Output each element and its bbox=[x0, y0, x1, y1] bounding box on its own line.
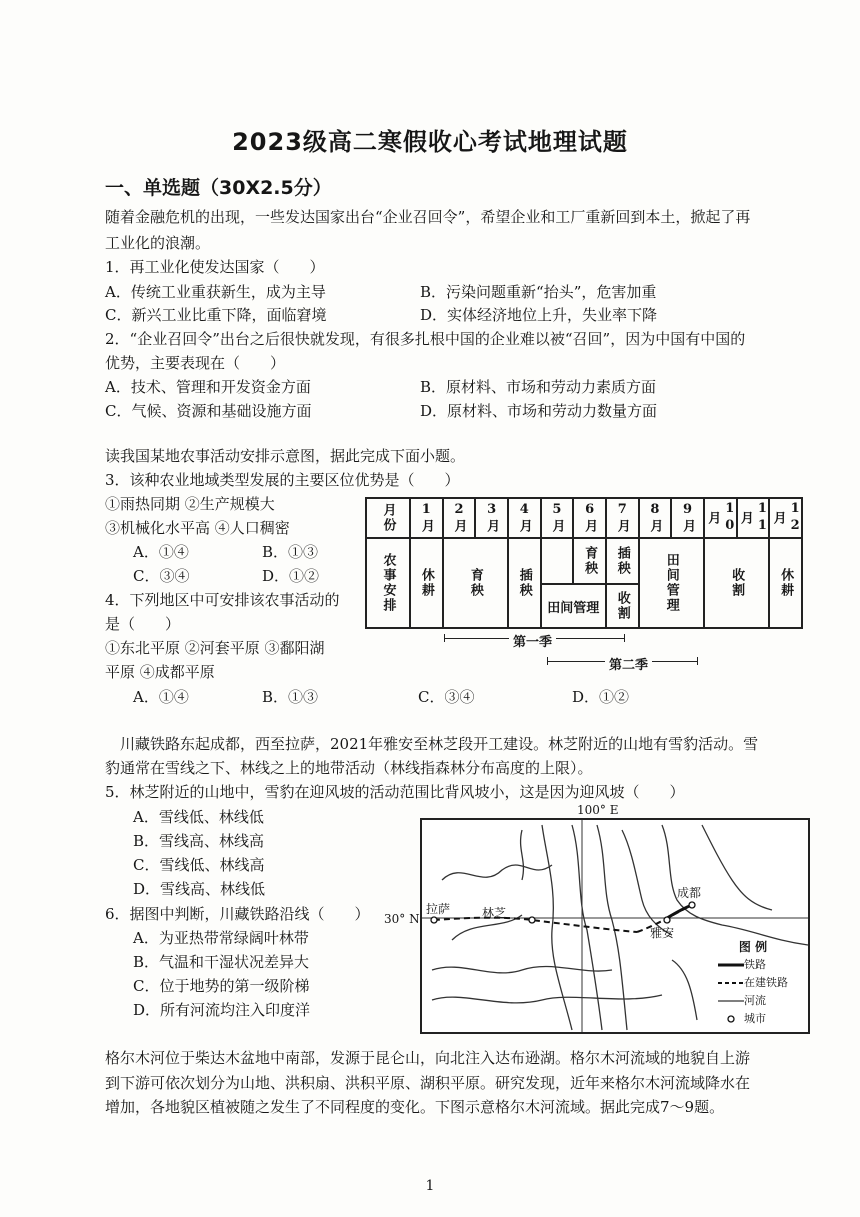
q1-option-d[interactable]: D．实体经济地位上升，失业率下降 bbox=[420, 306, 658, 324]
q4-choice-line1: ①东北平原 ②河套平原 ③鄱阳湖 bbox=[105, 639, 325, 657]
season1-label: 第一季 bbox=[509, 631, 556, 650]
legend-item-river bbox=[718, 992, 788, 1010]
q3-option-a[interactable]: A．①④ bbox=[133, 543, 189, 561]
river-line bbox=[432, 995, 662, 1003]
month-9: 9月 bbox=[671, 498, 704, 538]
season2-label: 第二季 bbox=[605, 654, 652, 673]
river-line bbox=[432, 966, 612, 972]
month-12: 12月 bbox=[769, 498, 802, 538]
q2-stem-line2: 优势，主要表现在（ ） bbox=[105, 354, 286, 372]
intro2: 读我国某地农事活动安排示意图，据此完成下面小题。 bbox=[105, 447, 466, 465]
month-4: 4月 bbox=[508, 498, 541, 538]
q3-choice-line2: ③机械化水平高 ④人口稠密 bbox=[105, 519, 290, 537]
intro1-line2: 工业化的浪潮。 bbox=[105, 234, 211, 252]
city-label-yaan: 雅安 bbox=[650, 926, 675, 940]
activity-harvest-1: 收割 bbox=[606, 584, 639, 628]
q1-option-a[interactable]: A．传统工业重获新生，成为主导 bbox=[105, 283, 326, 301]
farming-schedule-table bbox=[365, 497, 803, 629]
q6-stem: 6．据图中判断，川藏铁路沿线（ ） bbox=[105, 905, 370, 923]
q5-option-b[interactable]: B．雪线高、林线高 bbox=[133, 832, 265, 850]
q5-stem: 5．林芝附近的山地中，雪豹在迎风坡的活动范围比背风坡小，这是因为迎风坡（ ） bbox=[105, 783, 685, 801]
q2-option-a[interactable]: A．技术、管理和开发资金方面 bbox=[105, 378, 311, 396]
river-line bbox=[672, 960, 697, 1020]
q1-option-b[interactable]: B．污染问题重新“抬头”，危害加重 bbox=[420, 283, 657, 301]
legend-label-city: 城市 bbox=[744, 1012, 766, 1025]
q6-option-d[interactable]: D．所有河流均注入印度洋 bbox=[133, 1001, 311, 1019]
q2-option-d[interactable]: D．原材料、市场和劳动力数量方面 bbox=[420, 402, 658, 420]
section-heading: 一、单选题（30X2.5分） bbox=[105, 177, 332, 199]
page-number: 1 bbox=[425, 1178, 435, 1194]
activity-header-cell: 农事安排 bbox=[366, 538, 410, 628]
activity-rest-1: 休耕 bbox=[410, 538, 443, 628]
month-1: 1月 bbox=[410, 498, 443, 538]
river-line bbox=[442, 865, 552, 880]
city-marker-nyingchi bbox=[529, 917, 535, 923]
city-label-lhasa: 拉萨 bbox=[426, 902, 451, 916]
legend-label-river: 河流 bbox=[744, 994, 766, 1007]
q3-stem: 3．该种农业地域类型发展的主要区位优势是（ ） bbox=[105, 471, 460, 489]
city-label-chengdu: 成都 bbox=[677, 886, 702, 900]
q5-option-a[interactable]: A．雪线低、林线低 bbox=[133, 808, 264, 826]
q3-choice-line1: ①雨热同期 ②生产规模大 bbox=[105, 495, 275, 513]
legend-item-railway bbox=[718, 956, 788, 974]
intro4-line1: 格尔木河位于柴达木盆地中南部，发源于昆仑山，向北注入达布逊湖。格尔木河流域的地貌自上游 bbox=[105, 1049, 751, 1067]
river-line bbox=[521, 830, 524, 880]
city-marker-yaan bbox=[664, 917, 670, 923]
legend-item-railway-under-construction bbox=[718, 974, 788, 992]
q4-stem-line1: 4．下列地区中可安排该农事活动的 bbox=[105, 591, 340, 609]
q4-option-a[interactable]: A．①④ bbox=[133, 688, 189, 706]
q3-option-b[interactable]: B．①③ bbox=[262, 543, 319, 561]
q6-option-c[interactable]: C．位于地势的第一级阶梯 bbox=[133, 977, 310, 995]
activity-transplant-1: 插秧 bbox=[508, 538, 541, 628]
month-3: 3月 bbox=[475, 498, 508, 538]
legend-label-railway: 铁路 bbox=[744, 958, 766, 971]
map-longitude-label: 100° E bbox=[577, 803, 619, 817]
intro1-line1: 随着金融危机的出现，一些发达国家出台“企业召回令”，希望企业和工厂重新回到本土，掀起了再 bbox=[105, 208, 751, 226]
page-title: 2023级高二寒假收心考试地理试题 bbox=[232, 128, 628, 156]
legend-item-city bbox=[718, 1010, 788, 1028]
q4-option-b[interactable]: B．①③ bbox=[262, 688, 319, 706]
river-line bbox=[702, 825, 772, 910]
season2-bracket-end bbox=[697, 657, 698, 665]
month-2: 2月 bbox=[443, 498, 476, 538]
activity-field-management-2: 田间管理 bbox=[639, 538, 704, 628]
month-8: 8月 bbox=[639, 498, 672, 538]
q1-option-c[interactable]: C．新兴工业比重下降，面临窘境 bbox=[105, 306, 327, 324]
activity-harvest-2: 收割 bbox=[704, 538, 769, 628]
railway-legend-icon bbox=[718, 961, 744, 969]
month-11: 11月 bbox=[737, 498, 770, 538]
q6-option-b[interactable]: B．气温和干湿状况差异大 bbox=[133, 953, 310, 971]
map-legend bbox=[718, 938, 788, 1028]
q4-option-c[interactable]: C．③④ bbox=[418, 688, 475, 706]
activity-blank-may bbox=[541, 538, 574, 584]
city-marker-chengdu bbox=[689, 902, 695, 908]
legend-title: 图 例 bbox=[738, 940, 768, 954]
city-label-nyingchi: 林芝 bbox=[482, 906, 507, 920]
intro3-line2: 豹通常在雪线之下、林线之上的地带活动（林线指森林分布高度的上限）。 bbox=[105, 759, 593, 777]
q6-option-a[interactable]: A．为亚热带常绿阔叶林带 bbox=[133, 929, 309, 947]
intro3-line1: 川藏铁路东起成都，西至拉萨，2021年雅安至林芝段开工建设。林芝附近的山地有雪豹活动。雪 bbox=[120, 735, 759, 753]
river-legend-icon bbox=[718, 997, 744, 1005]
q4-stem-line2: 是（ ） bbox=[105, 615, 181, 633]
q3-option-d[interactable]: D．①② bbox=[262, 567, 320, 585]
q4-option-d[interactable]: D．①② bbox=[572, 688, 630, 706]
sichuan-tibet-railway-map bbox=[420, 818, 810, 1034]
month-5: 5月 bbox=[541, 498, 574, 538]
q5-option-d[interactable]: D．雪线高、林线低 bbox=[133, 880, 266, 898]
intro4-line2: 到下游可依次划分为山地、洪积扇、洪积平原、湖积平原。研究发现，近年来格尔木河流域降水在 bbox=[105, 1074, 751, 1092]
activity-rest-2: 休耕 bbox=[769, 538, 802, 628]
q5-option-c[interactable]: C．雪线低、林线高 bbox=[133, 856, 265, 874]
month-6: 6月 bbox=[573, 498, 606, 538]
q4-choice-line2: 平原 ④成都平原 bbox=[105, 663, 215, 681]
q2-option-b[interactable]: B．原材料、市场和劳动力素质方面 bbox=[420, 378, 657, 396]
season1-bracket-end bbox=[624, 634, 625, 642]
q1-stem: 1．再工业化使发达国家（ ） bbox=[105, 258, 325, 276]
q3-option-c[interactable]: C．③④ bbox=[133, 567, 190, 585]
railway-under-construction-legend-icon bbox=[718, 979, 744, 987]
activity-field-management-1: 田间管理 bbox=[541, 584, 606, 628]
map-latitude-label: 30° N bbox=[384, 912, 420, 926]
q2-option-c[interactable]: C．气候、资源和基础设施方面 bbox=[105, 402, 312, 420]
city-legend-icon bbox=[718, 1015, 744, 1023]
farming-schedule-diagram bbox=[365, 497, 805, 673]
activity-seedling-2: 育秧 bbox=[573, 538, 606, 584]
month-7: 7月 bbox=[606, 498, 639, 538]
month-header-cell: 月份 bbox=[366, 498, 410, 538]
city-marker-lhasa bbox=[431, 917, 437, 923]
month-10: 10月 bbox=[704, 498, 737, 538]
intro4-line3: 增加，各地貌区植被随之发生了不同程度的变化。下图示意格尔木河流域。据此完成7～9题。 bbox=[105, 1098, 725, 1116]
legend-label-railway-under-construction: 在建铁路 bbox=[744, 976, 788, 989]
activity-transplant-2: 插秧 bbox=[606, 538, 639, 584]
q2-stem-line1: 2．“企业召回令”出台之后很快就发现，有很多扎根中国的企业难以被“召回”，因为中国有中国的 bbox=[105, 330, 746, 348]
activity-seedling-1: 育秧 bbox=[443, 538, 508, 628]
